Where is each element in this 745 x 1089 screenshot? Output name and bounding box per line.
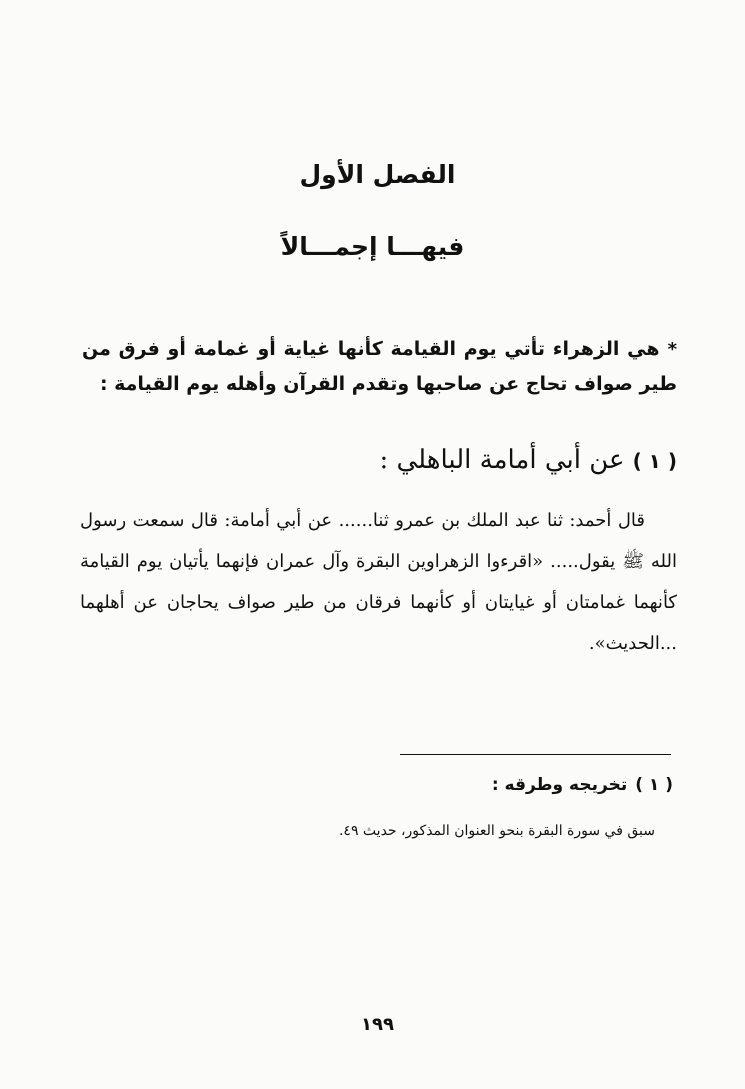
section-heading-text: هي الزهراء تأتي يوم القيامة كأنها غياية أو غمامة أو فرق من طير صواف تحاج عن صاحبها وتقدم القرآن وأهله يوم القيامة : [82,338,677,395]
narration-heading [77,440,677,481]
footnote-text: سبق في سورة البقرة بنحو العنوان المذكور، حديث ٤٩. [338,823,655,839]
hadith-body: قال أحمد: ثنا عبد الملك بن عمرو ثنا...... عن أبي أمامة: قال سمعت رسول الله ﷺ يقول..... «اقرءوا الزهراوين البقرة وآل عمران فإنهما يأتيان يوم القيامة كأنهما غمامتان أو غيايتان أو كأنهما فرقان من طير صواف يحاجان عن أهلهما ...الحديث». [80,510,677,654]
section-heading [82,332,677,401]
footnote-heading [492,775,673,795]
hadith-text [80,500,677,664]
chapter-subtitle: فيهـــا إجمـــالاً [280,232,465,261]
chapter-title: الفصل الأول [299,160,456,189]
footnote-divider [400,754,671,755]
narration-number: ( ١ ) [632,449,677,473]
page-number: ١٩٩ [361,1014,394,1035]
footnote-title-text: تخريجه وطرقه : [491,775,628,795]
footnote-number: ( ١ ) [635,775,673,795]
narrator-name: عن أبي أمامة الباهلي : [379,445,625,475]
asterisk-marker: * [667,339,677,360]
